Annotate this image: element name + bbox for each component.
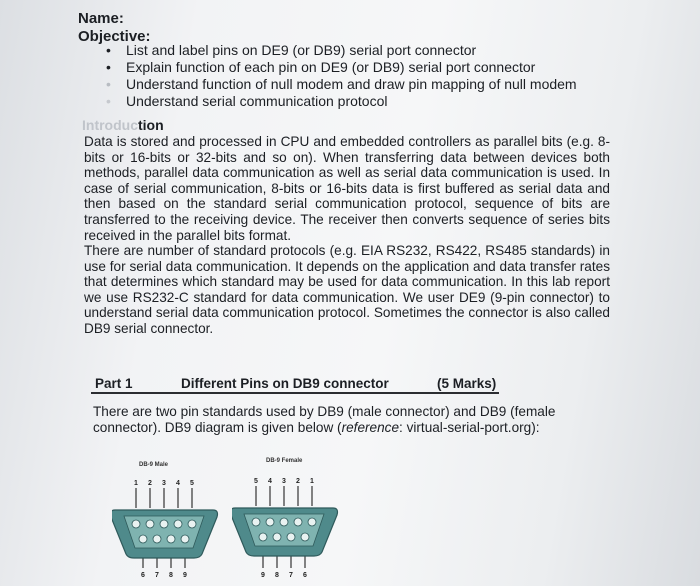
objective-item: • Explain function of each pin on DE9 (or DB9) serial port connector xyxy=(106,59,536,75)
pin-label: 5 xyxy=(190,480,194,487)
part1-title: Different Pins on DB9 connector xyxy=(181,376,389,391)
part1-description: There are two pin standards used by DB9 (male connector) and DB9 (female connector). DB9 diagram is given below (reference: virtual-serial-port.org): xyxy=(93,404,556,435)
objectives-list xyxy=(100,42,577,110)
pin-label: 4 xyxy=(176,480,180,487)
pin-label: 7 xyxy=(289,572,293,579)
pin-label: 2 xyxy=(148,480,152,487)
pin-label: 6 xyxy=(303,572,307,579)
introduction-paragraph-2: There are number of standard protocols (e.g. EIA RS232, RS422, RS485 standards) in use for serial data communication. It depends on the application and data transfer rates that determines which standard may be used for data communication. In this lab report we use RS232-C standard for data communication. We user DE9 (9-pin connector) to understand serial data communication protocol. Sometimes the connector is also called DB9 serial connector. xyxy=(84,243,610,336)
pin-label: 3 xyxy=(282,478,286,485)
introduction-paragraph-1: Data is stored and processed in CPU and embedded controllers as parallel bits (e.g. 8-bits or 16-bits or 32-bits and so on). When transferring data between devices both methods, parallel data communication as well as serial data communication is used. In case of serial communication, 8-bits or 16-bits data is first buffered as serial data and then based on the standard serial communication protocol, sequence of bits are transferred to the receiving device. The receiver then converts sequence of series bits received in the parallel bits format. xyxy=(84,134,610,243)
bullet-icon: • xyxy=(106,42,111,58)
pin-label: 5 xyxy=(254,478,258,485)
objective-item: • Understand function of null modem and draw pin mapping of null modem xyxy=(106,76,577,92)
part1-number: Part 1 xyxy=(95,376,133,391)
reference-label: reference xyxy=(341,419,400,435)
pin-label: 8 xyxy=(169,572,173,579)
name-label: Name: xyxy=(78,10,124,27)
bullet-icon: • xyxy=(106,76,111,92)
objective-label: Objective: xyxy=(78,28,151,45)
db9-male-connector xyxy=(112,476,222,586)
db9-female-label: DB-9 Female xyxy=(266,458,303,464)
pin-label: 7 xyxy=(155,572,159,579)
objective-item: • List and label pins on DE9 (or DB9) serial port connector xyxy=(106,42,477,58)
db9-female-connector xyxy=(232,472,342,586)
bullet-icon: • xyxy=(106,59,111,75)
bullet-icon: • xyxy=(106,93,111,109)
pin-label: 8 xyxy=(275,572,279,579)
part1-heading xyxy=(91,375,499,394)
pin-label: 9 xyxy=(183,572,187,579)
pin-label: 9 xyxy=(261,572,265,579)
introduction-heading: Introduction xyxy=(82,117,164,133)
pin-label: 2 xyxy=(296,478,300,485)
part1-marks: (5 Marks) xyxy=(437,376,497,391)
pin-label: 3 xyxy=(162,480,166,487)
objective-item: • Understand serial communication protocol xyxy=(106,93,388,109)
pin-label: 1 xyxy=(134,480,138,487)
db9-male-label: DB-9 Male xyxy=(139,462,169,468)
pin-label: 1 xyxy=(310,478,314,485)
pin-label: 4 xyxy=(268,478,272,485)
pin-label: 6 xyxy=(141,572,145,579)
